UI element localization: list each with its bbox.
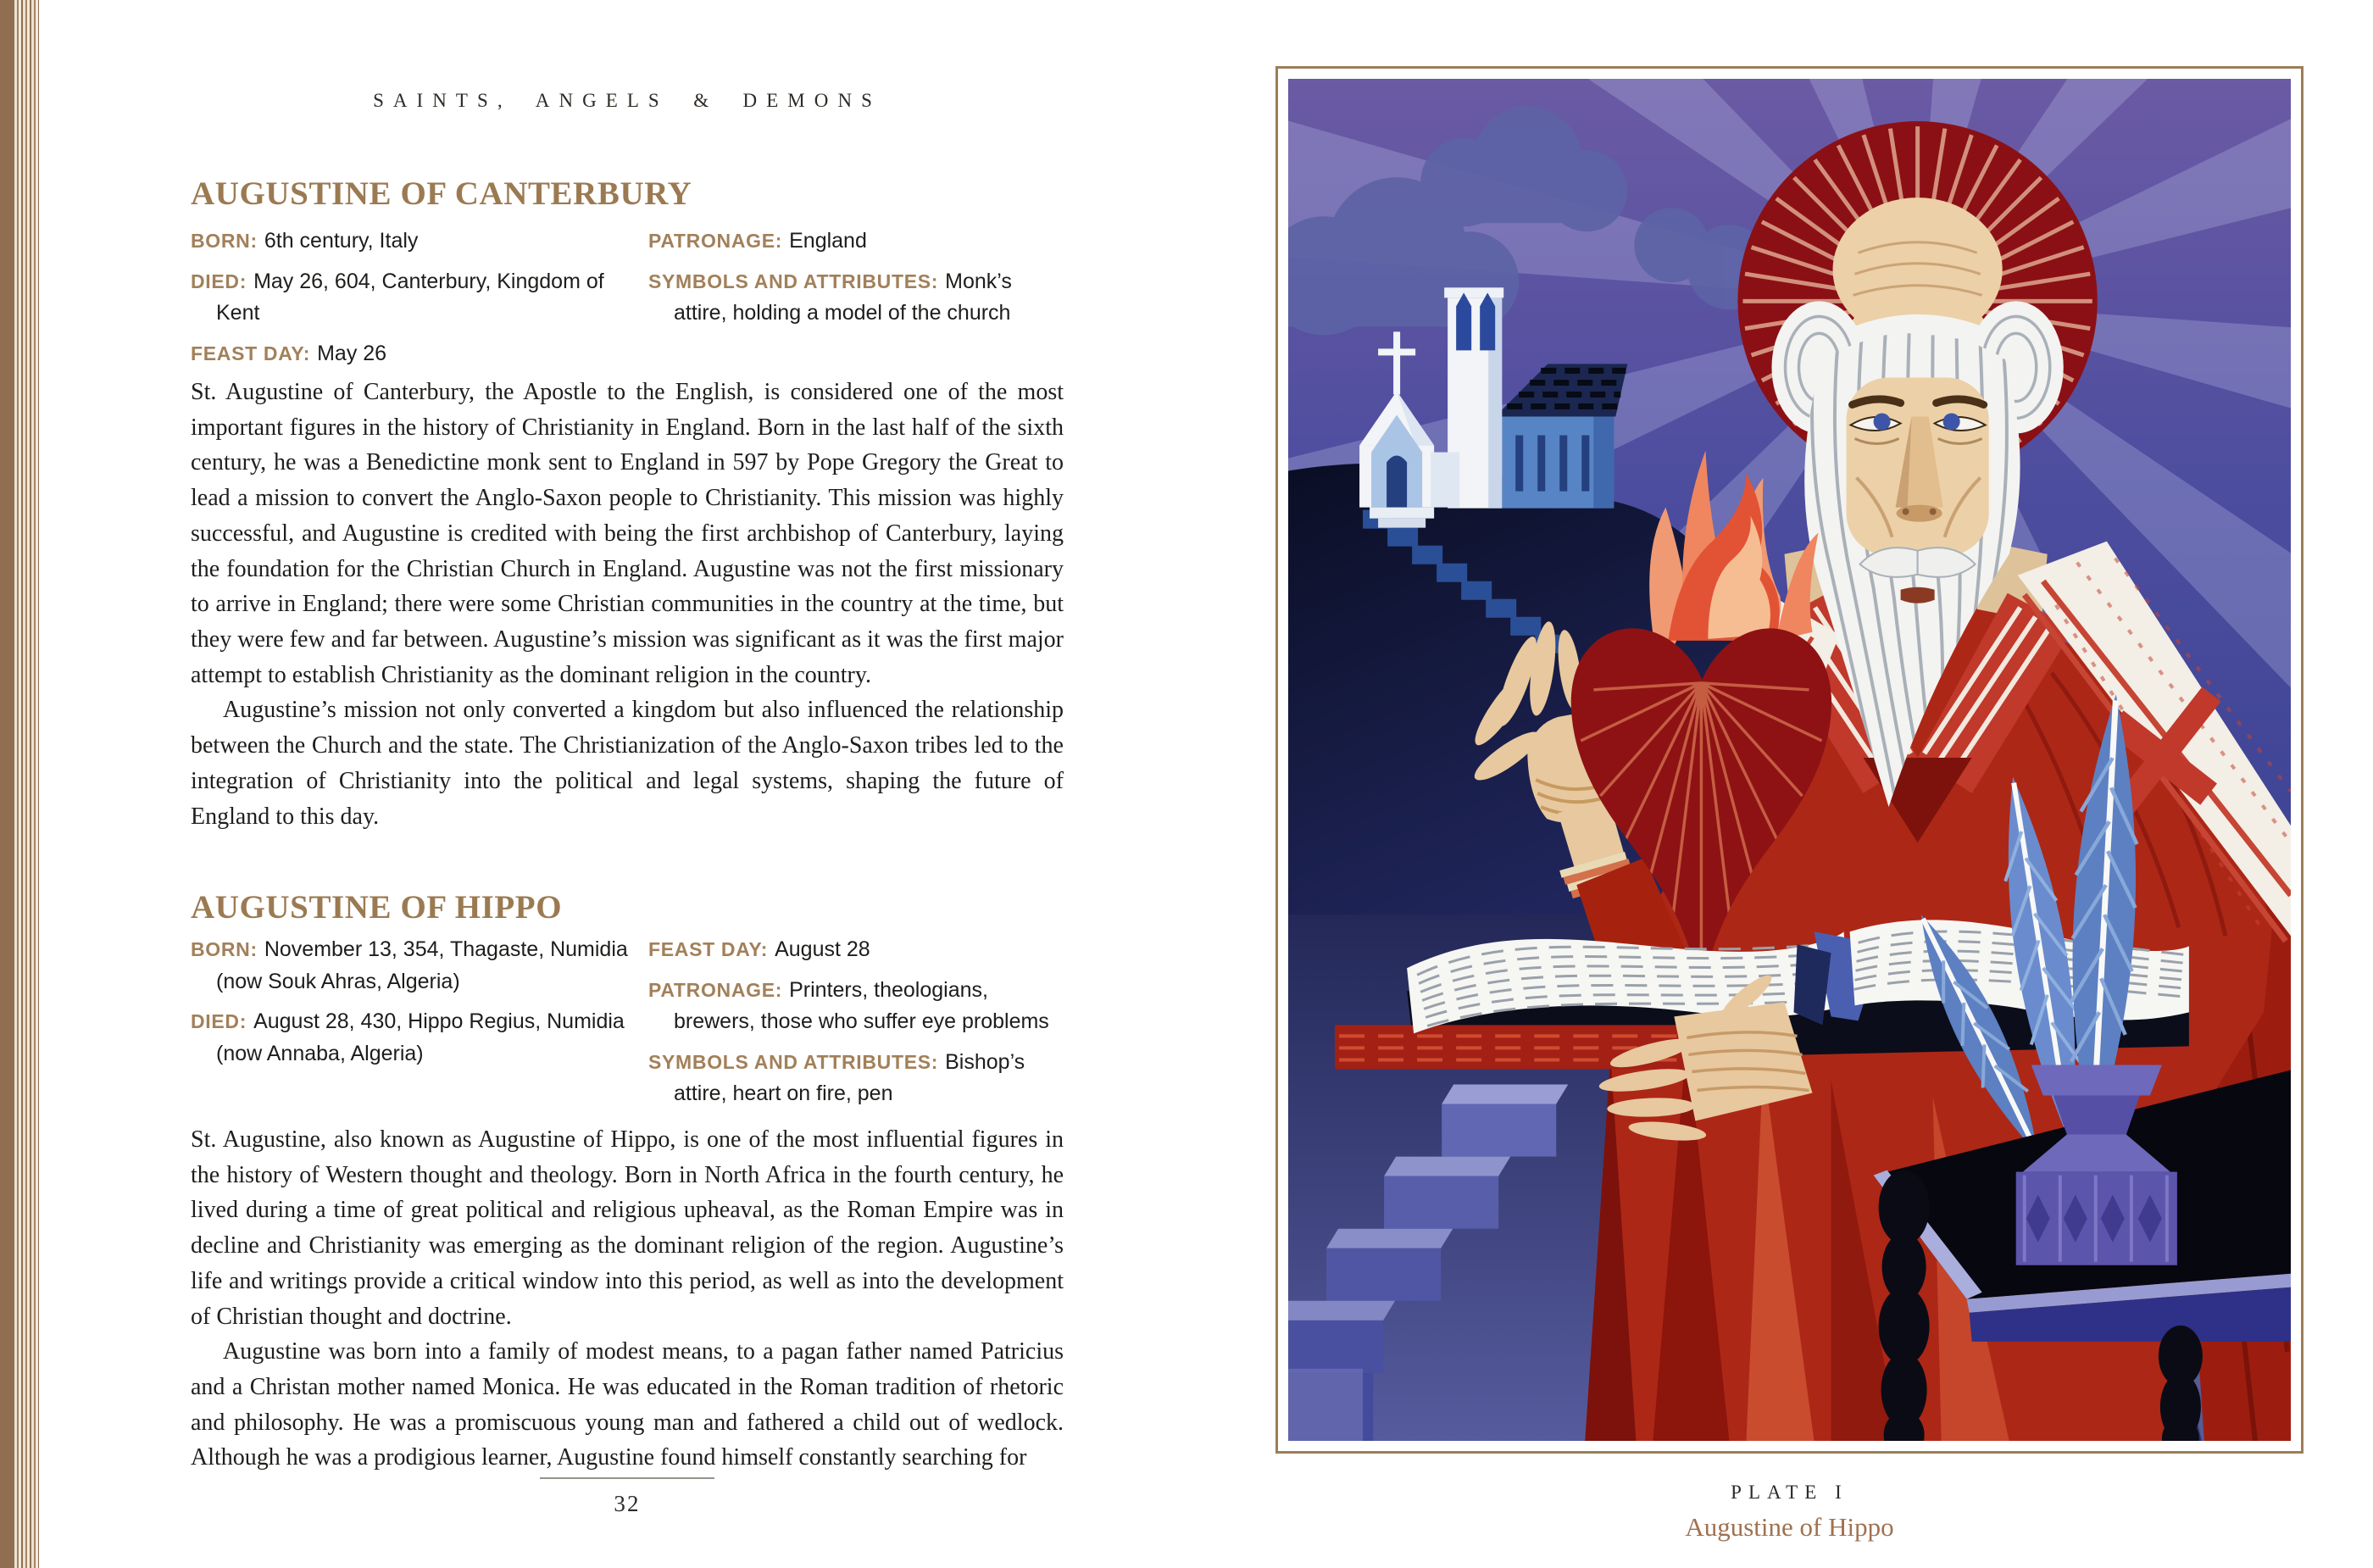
- plate-title: Augustine of Hippo: [1685, 1512, 1894, 1542]
- footer-rule: [540, 1477, 714, 1479]
- meta-patronage: PATRONAGE: England: [648, 229, 867, 253]
- meta-block-hippo: [191, 934, 1064, 1119]
- meta-symbols: SYMBOLS AND ATTRIBUTES: Monk’s attire, holding a model of the church: [648, 269, 1012, 325]
- page-number: 32: [614, 1491, 641, 1516]
- paragraph: Augustine’s mission not only converted a kingdom but also influenced the relationship between the Church and the state. The Christianization of the Anglo-Saxon tribes led to the integration of Christianity into the political and legal systems, shaping the future of England to this day.: [191, 697, 1064, 830]
- plate-frame: [1275, 66, 2304, 1454]
- section-heading-hippo: AUGUSTINE OF HIPPO: [191, 889, 563, 926]
- meta-died: DIED: August 28, 430, Hippo Regius, Numidia (now Annaba, Algeria): [191, 1009, 625, 1065]
- plate-kicker: PLATE I: [1731, 1482, 1848, 1503]
- cross-icon: [1393, 331, 1400, 394]
- book-spine-texture: [0, 0, 39, 1568]
- plate-caption: [1275, 1482, 2304, 1543]
- meta-feast-day: FEAST DAY: May 26: [191, 341, 387, 365]
- paragraph: St. Augustine of Canterbury, the Apostle to the English, is considered one of the most important figures in the history of Christianity in England. Born in the last half of the sixth century, he was a Benedictine monk sent to England in 597 by Pope Gregory the Great to lead a mission to convert the Anglo-Saxon people to Christianity. This mission was highly successful, and Augustine is credited with being the first archbishop of Canterbury, laying the foundation for the Christian Church in England. Augustine was not the first missionary to arrive in England; there were some Christian communities in the country at the time, but they were few and far between. Augustine’s mission was significant as it was the first major attempt to establish Christianity as the dominant religion in the country.: [191, 379, 1064, 688]
- table-leg: [1879, 1170, 1930, 1441]
- meta-column: [648, 225, 1064, 378]
- meta-feast-day: FEAST DAY: August 28: [648, 937, 870, 961]
- body-hippo: [191, 1122, 1064, 1476]
- section-heading-canterbury: AUGUSTINE OF CANTERBURY: [191, 175, 692, 212]
- page-footer: [191, 1477, 1064, 1517]
- cross-icon: [1378, 348, 1415, 355]
- mouth: [1901, 587, 1935, 603]
- meta-block-canterbury: [191, 225, 1064, 378]
- meta-born: BORN: November 13, 354, Thagaste, Numidia (now Souk Ahras, Algeria): [191, 937, 628, 993]
- meta-born: BORN: 6th century, Italy: [191, 229, 419, 253]
- meta-patronage: PATRONAGE: Printers, theologians, brewers, those who suffer eye problems: [648, 977, 1049, 1033]
- running-head: SAINTS, ANGELS & DEMONS: [373, 90, 881, 111]
- paragraph: St. Augustine, also known as Augustine of Hippo, is one of the most influential figures in the history of Western thought and theology. Born in North Africa in the fourth century, he lived during a time of great political and religious upheaval, as the Roman Empire was in decline and Christianity was emerging as the dominant religion of the region. Augustine’s life and writings provide a critical window into this period, as well as into the development of Christian thought and doctrine.: [191, 1126, 1064, 1330]
- body-canterbury: [191, 375, 1064, 834]
- paragraph: Augustine was born into a family of modest means, to a pagan father named Patricius and a Christan mother named Monica. He was educated in the Roman tradition of rhetoric and philosophy. He was a promiscuous young man and fathered a child out of wedlock. Although he was a prodigious learner, Augustine found himself constantly searching for: [191, 1338, 1064, 1471]
- meta-column: [191, 225, 648, 378]
- augustine-of-hippo-illustration: [1288, 79, 2291, 1441]
- meta-symbols: SYMBOLS AND ATTRIBUTES: Bishop’s attire, heart on fire, pen: [648, 1049, 1025, 1105]
- meta-column: [648, 934, 1064, 1119]
- moustache: [1860, 548, 1976, 577]
- meta-column: [191, 934, 648, 1119]
- meta-died: DIED: May 26, 604, Canterbury, Kingdom of Kent: [191, 269, 604, 325]
